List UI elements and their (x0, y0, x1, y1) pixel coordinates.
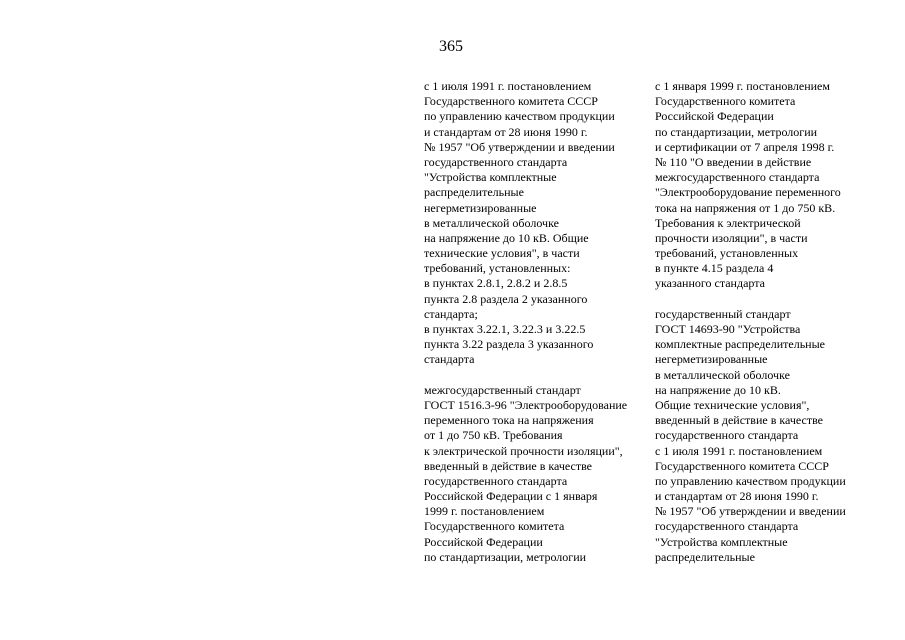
text-line: Требования к электрической (655, 215, 801, 230)
text-line: по управлению качеством продукции (655, 473, 846, 488)
text-line: в пунктах 3.22.1, 3.22.3 и 3.22.5 (424, 322, 586, 336)
blank-line (424, 368, 649, 383)
right-column (655, 79, 880, 565)
text-line: негерметизированные (424, 200, 537, 215)
text-line: 1999 г. постановлением (424, 504, 545, 519)
text-line: межгосударственный стандарт (424, 382, 581, 397)
text-line: государственного стандарта (655, 428, 799, 443)
text-line: государственного стандарта (655, 519, 799, 534)
text-line: от 1 до 750 кВ. Требования (424, 428, 563, 443)
text-line: межгосударственного стандарта (655, 170, 820, 185)
text-line: государственный стандарт (655, 306, 791, 321)
text-line: в металлической оболочке (424, 215, 559, 230)
text-line: государственного стандарта (424, 154, 568, 169)
text-line: Государственного комитета (424, 519, 565, 534)
text-line: Российской Федерации с 1 января (424, 489, 598, 504)
text-line: № 1957 "Об утверждении и введении (655, 504, 846, 519)
text-line: тока на напряжения от 1 до 750 кВ. (655, 200, 836, 215)
text-line: "Устройства комплектные (655, 534, 788, 549)
text-line: ГОСТ 1516.3-96 "Электрооборудование (424, 397, 628, 412)
text-line: ГОСТ 14693-90 "Устройства (655, 322, 801, 336)
text-line: и стандартам от 28 июня 1990 г. (424, 124, 588, 139)
text-line: с 1 июля 1991 г. постановлением (655, 443, 823, 458)
text-line: на напряжение до 10 кВ. Общие (424, 230, 589, 245)
text-line: в пункте 4.15 раздела 4 (655, 261, 774, 276)
text-line: указанного стандарта (655, 276, 765, 291)
text-line: негерметизированные (655, 352, 768, 367)
text-line: стандарта (424, 352, 475, 367)
text-line: переменного тока на напряжения (424, 413, 594, 428)
text-line: технические условия", в части (424, 246, 580, 261)
page-number: 365 (439, 38, 463, 55)
left-column (424, 79, 649, 565)
text-line: по стандартизации, метрологии (655, 124, 818, 139)
text-line: пункта 2.8 раздела 2 указанного (424, 291, 588, 306)
text-line: Общие технические условия", (655, 397, 810, 412)
text-line: пункта 3.22 раздела 3 указанного (424, 337, 594, 352)
text-line: № 110 "О введении в действие (655, 154, 812, 169)
text-line: стандарта; (424, 306, 478, 321)
text-line: с 1 января 1999 г. постановлением (655, 79, 830, 93)
text-line: требований, установленных (655, 246, 799, 261)
text-line: по управлению качеством продукции (424, 109, 615, 124)
text-line: введенный в действие в качестве (655, 413, 824, 428)
text-line: Российской Федерации (424, 534, 543, 549)
blank-line (655, 292, 880, 307)
text-line: Государственного комитета СССР (655, 458, 829, 473)
text-line: Государственного комитета (655, 94, 796, 109)
text-line: Государственного комитета СССР (424, 94, 598, 109)
text-line: введенный в действие в качестве (424, 458, 593, 473)
text-line: по стандартизации, метрологии (424, 549, 587, 564)
text-line: распределительные (655, 549, 755, 564)
text-line: государственного стандарта (424, 473, 568, 488)
text-line: "Устройства комплектные (424, 170, 557, 185)
text-line: требований, установленных: (424, 261, 571, 276)
text-line: и стандартам от 28 июня 1990 г. (655, 489, 819, 504)
text-line: к электрической прочности изоляции", (424, 443, 623, 458)
text-line: "Электрооборудование переменного (655, 185, 841, 200)
text-line: № 1957 "Об утверждении и введении (424, 139, 615, 154)
text-line: Российской Федерации (655, 109, 774, 124)
text-line: в металлической оболочке (655, 367, 790, 382)
text-line: и сертификации от 7 апреля 1998 г. (655, 139, 835, 154)
text-line: в пунктах 2.8.1, 2.8.2 и 2.8.5 (424, 276, 568, 291)
text-line: прочности изоляции", в части (655, 230, 808, 245)
text-line: с 1 июля 1991 г. постановлением (424, 79, 592, 93)
text-line: распределительные (424, 185, 524, 200)
text-line: на напряжение до 10 кВ. (655, 382, 781, 397)
text-line: комплектные распределительные (655, 337, 825, 352)
